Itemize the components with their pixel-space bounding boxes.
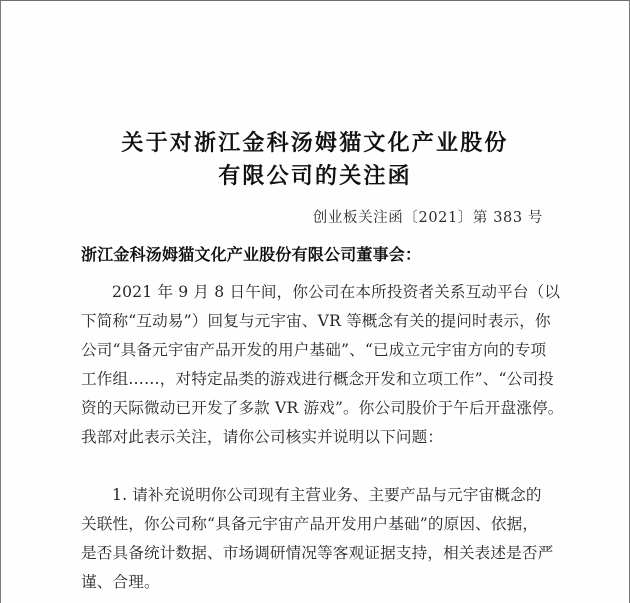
document-number: 创业板关注函〔2021〕第 383 号 xyxy=(312,210,543,226)
title-line-1: 关于对浙江金科汤姆猫文化产业股份 xyxy=(121,130,509,156)
paper-sheet xyxy=(1,1,629,603)
recipient-line: 浙江金科汤姆猫文化产业股份有限公司董事会： xyxy=(81,245,422,264)
item-1-line-4: 谨、合理。 xyxy=(81,573,160,591)
paragraph-gap xyxy=(81,452,543,481)
body-line-6: 我部对此表示关注，请你公司核实并说明以下问题： xyxy=(81,428,444,446)
item-1-line-1: 1. 请补充说明你公司现有主营业务、主要产品与元宇宙概念的 xyxy=(112,486,542,504)
document-body xyxy=(81,278,564,597)
body-line-3: 公司“具备元宇宙产品开发的用户基础”、“已成立元宇宙方向的专项 xyxy=(81,341,547,359)
item-1-line-2: 关联性，你公司称“具备元宇宙产品开发用户基础”的原因、依据， xyxy=(81,515,539,533)
item-1-line-3: 是否具备统计数据、市场调研情况等客观证据支持，相关表述是否严 xyxy=(81,544,554,562)
body-line-2: 下简称“互动易”）回复与元宇宙、VR 等概念有关的提问时表示，你 xyxy=(81,312,551,330)
document-title xyxy=(1,127,629,193)
body-line-5: 资的天际微动已开发了多款 VR 游戏”。你公司股价于午后开盘涨停。 xyxy=(81,399,564,417)
body-line-4: 工作组……，对特定品类的游戏进行概念开发和立项工作”、“公司投 xyxy=(81,370,554,388)
body-line-1: 2021 年 9 月 8 日午间，你公司在本所投资者关系互动平台（以 xyxy=(112,283,561,301)
title-line-2: 有限公司的关注函 xyxy=(218,163,412,189)
